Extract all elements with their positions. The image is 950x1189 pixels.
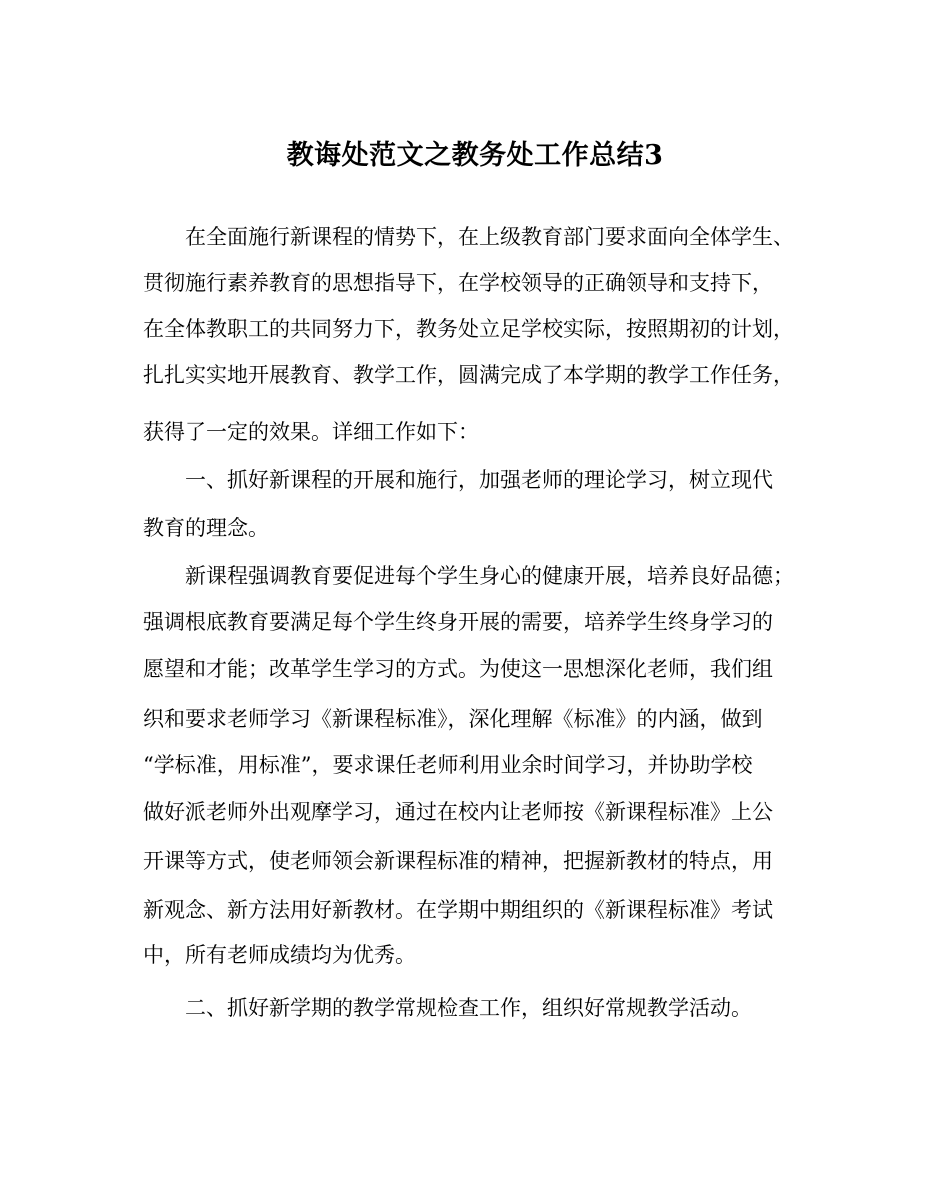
body-line-3: 在全体教职工的共同努力下，教务处立足学校实际，按照期初的计划，: [143, 317, 794, 341]
body-line-14: 开课等方式，使老师领会新课程标准的精神，把握新教材的特点，用: [143, 849, 773, 873]
body-line-7: 教育的理念。: [143, 516, 269, 540]
body-line-9: 强调根底教育要满足每个学生终身开展的需要，培养学生终身学习的: [143, 610, 773, 634]
body-line-17: 二、抓好新学期的教学常规检查工作，组织好常规教学活动。: [143, 996, 752, 1020]
body-line-11: 织和要求老师学习《新课程标准》，深化理解《标准》的内涵，做到: [143, 707, 763, 731]
document-title: 教诲处范文之教务处工作总结3: [286, 140, 664, 171]
body-line-15: 新观念、新方法用好新教材。在学期中期组织的《新课程标准》考试: [143, 898, 773, 922]
body-line-12: “学标准，用标准”，要求课任老师利用业余时间学习，并协助学校: [143, 753, 753, 777]
body-line-1: 在全面施行新课程的情势下，在上级教育部门要求面向全体学生、: [143, 225, 794, 249]
body-line-2: 贯彻施行素养教育的思想指导下，在学校领导的正确领导和支持下，: [143, 271, 773, 295]
body-line-5: 获得了一定的效果。详细工作如下：: [143, 420, 479, 444]
body-line-6: 一、抓好新课程的开展和施行，加强老师的理论学习，树立现代: [143, 468, 773, 492]
body-line-13: 做好派老师外出观摩学习，通过在校内让老师按《新课程标准》上公: [143, 800, 773, 824]
body-line-16: 中，所有老师成绩均为优秀。: [143, 943, 416, 967]
body-line-4: 扎扎实实地开展教育、教学工作，圆满完成了本学期的教学工作任务，: [143, 363, 794, 387]
body-line-8: 新课程强调教育要促进每个学生身心的健康开展，培养良好品德；: [143, 564, 794, 588]
body-line-10: 愿望和才能；改革学生学习的方式。为使这一思想深化老师，我们组: [143, 657, 773, 681]
